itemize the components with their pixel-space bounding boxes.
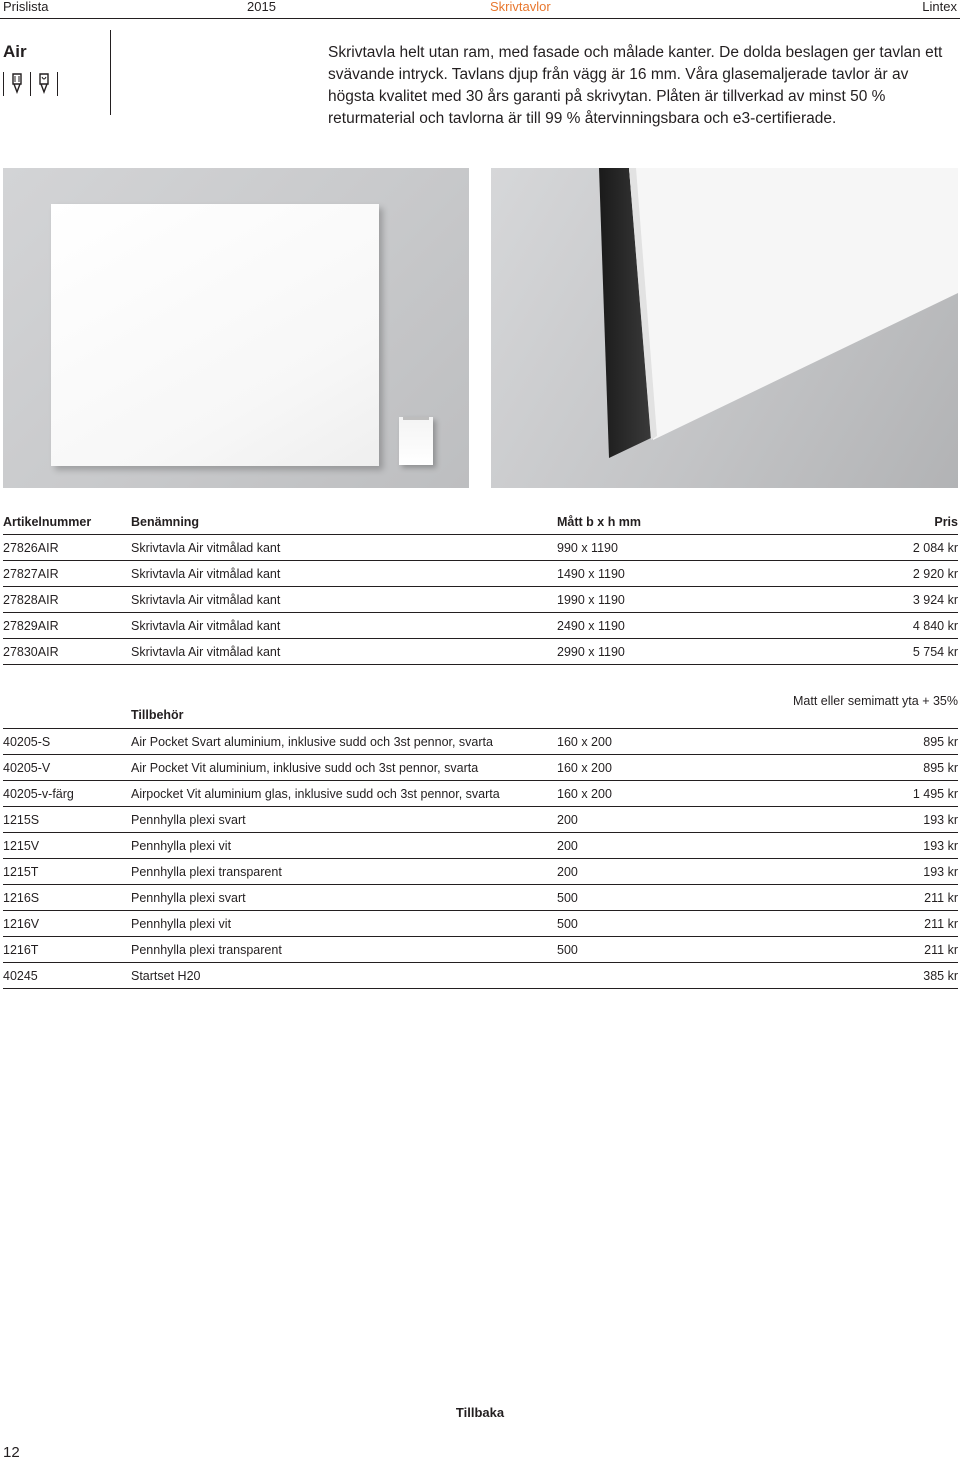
article-number: 27826AIR [3,541,59,555]
icon-divider [30,72,31,96]
product-price: 193 kr [923,865,958,879]
product-name: Skrivtavla Air vitmålad kant [131,619,281,633]
air-pocket-image [399,417,433,465]
header-doc-type: Prislista [3,0,49,14]
title-divider [110,30,111,115]
product-size: 500 [557,943,578,957]
product-size: 200 [557,839,578,853]
header-divider [0,18,960,19]
table-row [3,535,958,561]
magnet-marker-icon [37,72,51,96]
table-row [3,911,958,937]
product-size: 990 x 1190 [557,541,618,555]
product-price: 211 kr [924,891,958,905]
header-category: Skrivtavlor [490,0,551,14]
article-number: 40245 [3,969,38,983]
product-price: 385 kr [923,969,958,983]
column-header-size: Mått b x h mm [557,515,642,529]
table-row [3,561,958,587]
article-number: 27829AIR [3,619,59,633]
product-price: 2 084 kr [912,541,958,555]
product-size: 160 x 200 [557,735,612,749]
article-number: 1216S [3,891,40,905]
product-size: 160 x 200 [557,787,612,801]
whiteboard-image [51,204,379,466]
product-name: Skrivtavla Air vitmålad kant [131,567,281,581]
product-name: Pennhylla plexi transparent [131,865,282,879]
table-row [3,807,958,833]
article-number: 1216T [3,943,39,957]
product-name: Air Pocket Vit aluminium, inklusive sudd och 3st pennor, svarta [131,761,479,775]
product-price: 895 kr [923,761,958,775]
product-size: 200 [557,813,578,827]
table-row [3,963,958,989]
product-name: Skrivtavla Air vitmålad kant [131,541,281,555]
product-description: Skrivtavla helt utan ram, med fasade och målade kanter. De dolda beslagen ger tavlan ett svävande intryck. Tavlans djup från vägg är 16 mm. Våra glasemaljerade tavlor är av högsta kvalitet med 30 års garanti på skrivytan. Plåten är tillverkad av minst 50 % returmaterial och tavlorna är till 99 % återvinningsbara och e3-certifierade. [328,44,943,127]
product-price: 211 kr [924,943,958,957]
product-feature-icons [3,70,64,98]
table-row [3,729,958,755]
table-row [3,781,958,807]
table-row [3,859,958,885]
product-name: Air Pocket Svart aluminium, inklusive sudd och 3st pennor, svarta [131,735,493,749]
header-year: 2015 [247,0,276,14]
product-price: 193 kr [923,813,958,827]
product-price: 193 kr [923,839,958,853]
product-price: 1 495 kr [912,787,958,801]
product-name: Skrivtavla Air vitmålad kant [131,645,281,659]
surface-note: Matt eller semimatt yta + 35% [793,694,958,708]
product-name: Skrivtavla Air vitmålad kant [131,593,281,607]
product-name: Pennhylla plexi vit [131,917,232,931]
product-name: Pennhylla plexi transparent [131,943,282,957]
table-row [3,937,958,963]
product-title: Air [3,42,27,61]
table-row [3,833,958,859]
table-row [3,613,958,639]
column-header-price: Pris [934,515,958,529]
product-size: 1490 x 1190 [557,567,625,581]
article-number: 1215S [3,813,40,827]
product-photo-wall [3,168,469,488]
back-link[interactable]: Tillbaka [455,1405,505,1420]
product-price: 3 924 kr [912,593,958,607]
article-number: 40205-v-färg [3,787,74,801]
product-name: Pennhylla plexi svart [131,813,246,827]
table-row [3,885,958,911]
article-number: 40205-V [3,761,51,775]
product-size: 500 [557,917,578,931]
article-number: 27830AIR [3,645,59,659]
column-header-name: Benämning [131,515,200,529]
product-name: Airpocket Vit aluminium glas, inklusive sudd och 3st pennor, svarta [131,787,500,801]
table-row [3,755,958,781]
marker-pen-icon [10,72,24,96]
product-price: 895 kr [923,735,958,749]
product-name: Pennhylla plexi vit [131,839,232,853]
product-price: 4 840 kr [912,619,958,633]
table-row [3,639,958,665]
board-edge-illustration [491,168,958,488]
article-number: 1215T [3,865,39,879]
product-price: 211 kr [924,917,958,931]
icon-divider [57,72,58,96]
table-row [3,587,958,613]
product-size: 500 [557,891,578,905]
product-price: 5 754 kr [912,645,958,659]
page-header [0,0,960,16]
accessories-table [3,728,958,989]
article-number: 1216V [3,917,40,931]
article-number: 27828AIR [3,593,59,607]
product-size: 1990 x 1190 [557,593,625,607]
product-name: Pennhylla plexi svart [131,891,246,905]
product-size: 2990 x 1190 [557,645,625,659]
article-number: 40205-S [3,735,51,749]
product-name: Startset H20 [131,969,201,983]
column-header-article: Artikelnummer [3,515,92,529]
product-size: 160 x 200 [557,761,612,775]
icon-divider [3,72,4,96]
page-number: 12 [3,1444,20,1461]
product-size: 200 [557,865,578,879]
product-price: 2 920 kr [912,567,958,581]
header-brand: Lintex [922,0,957,14]
article-number: 1215V [3,839,40,853]
price-table [3,510,958,665]
product-size: 2490 x 1190 [557,619,625,633]
accessories-title: Tillbehör [131,708,184,722]
article-number: 27827AIR [3,567,59,581]
table-header-row [3,510,958,535]
product-photo-edge-detail [491,168,958,488]
